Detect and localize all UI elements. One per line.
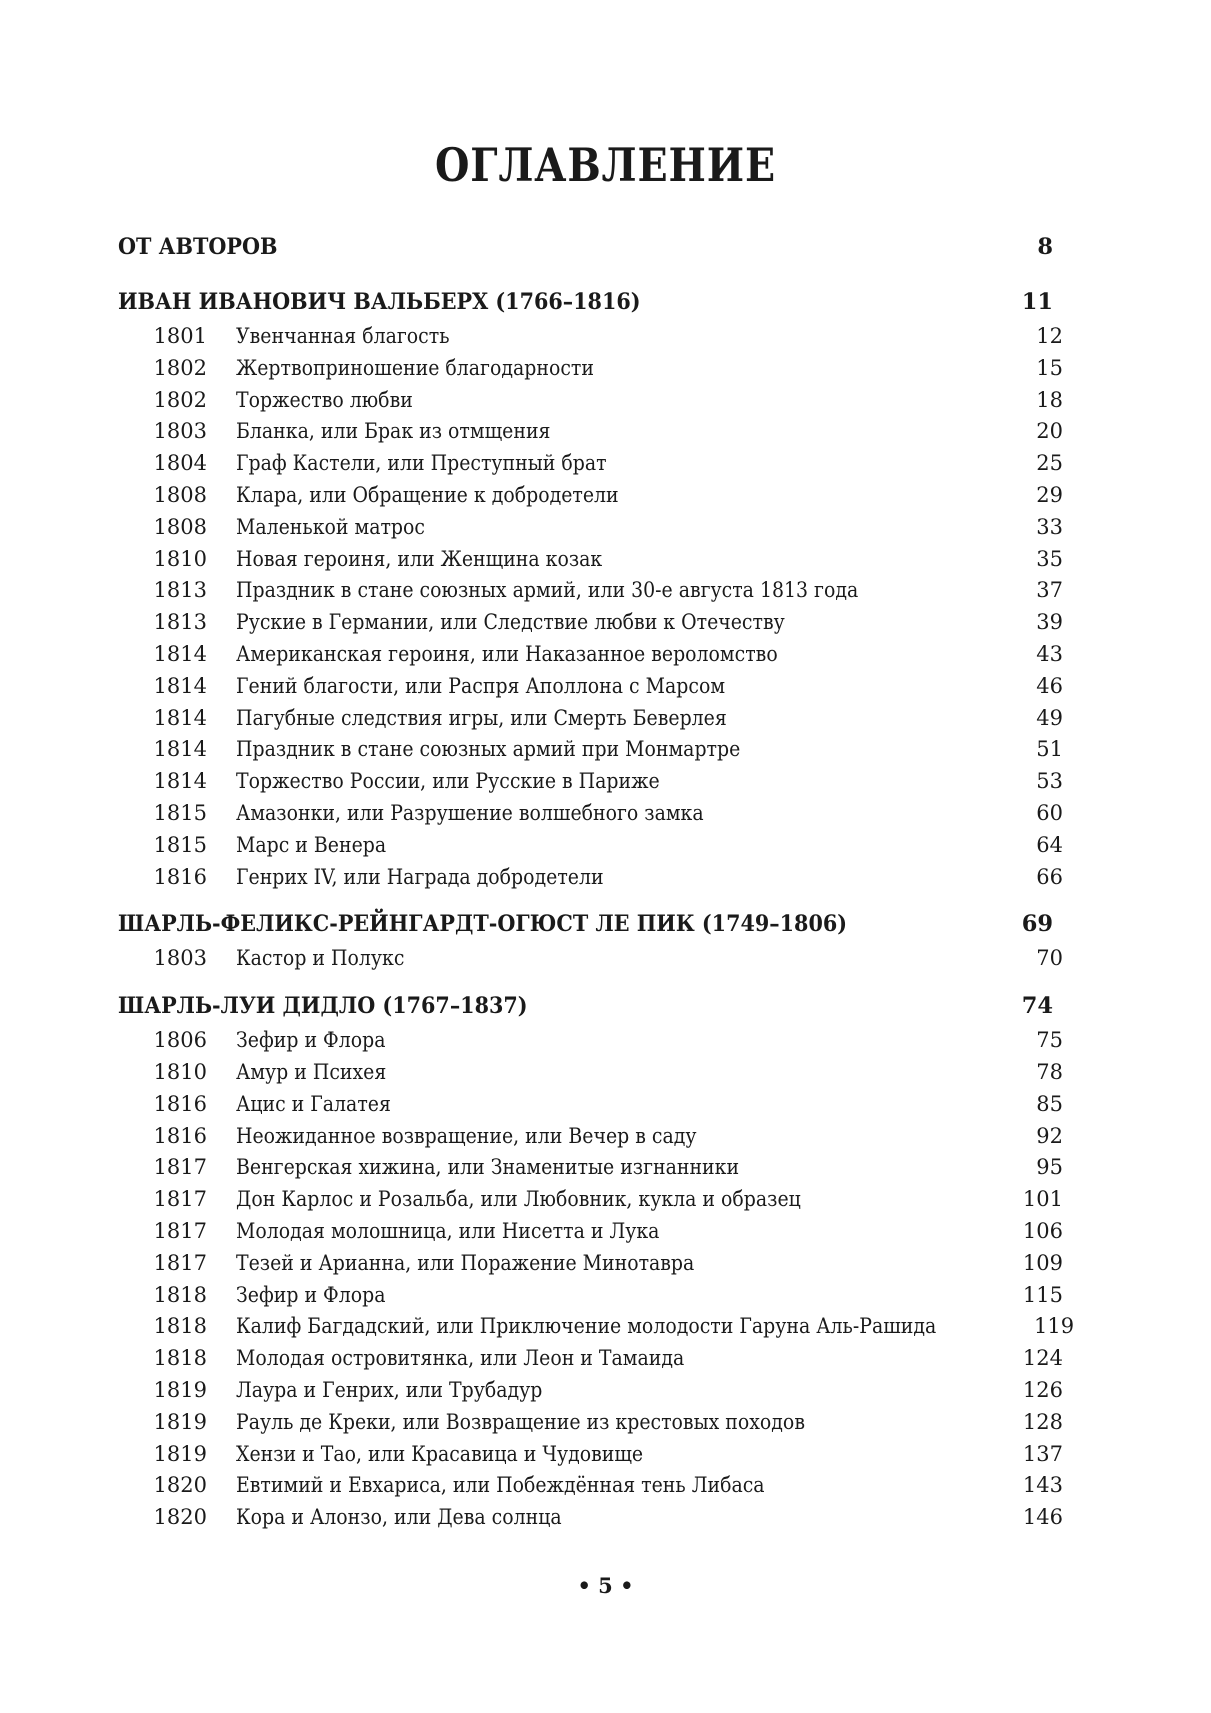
toc-entry	[118, 734, 1063, 766]
entry-year: 1819	[153, 1377, 207, 1402]
section-title: ШАРЛЬ-ЛУИ ДИДЛО (1767–1837)	[118, 993, 528, 1020]
toc-entry	[118, 448, 1063, 480]
entry-year: 1814	[153, 673, 207, 698]
entry-page-number: 25	[1036, 451, 1063, 476]
entry-year: 1816	[153, 1091, 207, 1116]
entry-title: Калиф Багдадский, или Приключение молодости Гаруна Аль-Рашида	[236, 1314, 937, 1339]
entry-title: Кастор и Полукс	[236, 946, 405, 971]
entry-year: 1808	[153, 514, 207, 539]
entry-page-number: 126	[1022, 1377, 1063, 1402]
entry-title: Торжество России, или Русские в Париже	[236, 769, 660, 794]
entry-title: Праздник в стане союзных армий при Монмартре	[236, 737, 741, 762]
entry-title: Евтимий и Евхариса, или Побеждённая тень Либаса	[236, 1473, 765, 1498]
entry-page-number: 78	[1036, 1059, 1063, 1084]
entry-page-number: 101	[1022, 1187, 1063, 1212]
entry-title: Маленькой матрос	[236, 514, 425, 539]
entry-page-number: 115	[1022, 1282, 1063, 1307]
entry-year: 1813	[153, 610, 207, 635]
entry-year: 1817	[153, 1187, 207, 1212]
toc-entry	[118, 1375, 1063, 1407]
entry-year: 1804	[153, 451, 207, 476]
toc-entry	[118, 943, 1063, 975]
toc-entry	[118, 830, 1063, 862]
entry-title: Пагубные следствия игры, или Смерть Беверлея	[236, 705, 727, 730]
entry-title: Молодая островитянка, или Леон и Тамаида	[236, 1346, 685, 1371]
entry-title: Ацис и Галатея	[236, 1091, 391, 1116]
entry-year: 1814	[153, 705, 207, 730]
toc-entry	[118, 639, 1063, 671]
entry-title: Амур и Психея	[236, 1059, 387, 1084]
toc-entry	[118, 1152, 1063, 1184]
entry-year: 1808	[153, 482, 207, 507]
entry-page-number: 70	[1036, 946, 1063, 971]
entry-title: Тезей и Арианна, или Поражение Минотавра	[236, 1250, 695, 1275]
toc-entry	[118, 703, 1063, 735]
toc-entry	[118, 1280, 1063, 1312]
entry-year: 1806	[153, 1028, 207, 1053]
entry-page-number: 92	[1036, 1123, 1063, 1148]
entry-page-number: 15	[1036, 355, 1063, 380]
entry-year: 1803	[153, 946, 207, 971]
toc-section-heading	[118, 909, 1063, 939]
toc-entry	[118, 1470, 1063, 1502]
entry-title: Рауль де Креки, или Возвращение из крестовых походов	[236, 1409, 805, 1434]
entry-title: Жертвоприношение благодарности	[236, 355, 594, 380]
toc-entry	[118, 385, 1063, 417]
entry-page-number: 106	[1022, 1218, 1063, 1243]
section-page-number: 69	[1021, 911, 1053, 938]
entry-page-number: 51	[1036, 737, 1063, 762]
toc-entry	[118, 671, 1063, 703]
entry-title: Новая героиня, или Женщина козак	[236, 546, 603, 571]
toc-entry	[118, 353, 1063, 385]
entry-title: Граф Кастели, или Преступный брат	[236, 451, 607, 476]
toc-entry	[118, 416, 1063, 448]
entry-year: 1810	[153, 546, 207, 571]
entry-page-number: 119	[1034, 1314, 1075, 1339]
entry-title: Неожиданное возвращение, или Вечер в саду	[236, 1123, 697, 1148]
toc-entry	[118, 1089, 1063, 1121]
entry-title: Увенчанная благость	[236, 324, 450, 348]
entry-page-number: 143	[1022, 1473, 1063, 1498]
entry-year: 1803	[153, 419, 207, 444]
entry-year: 1817	[153, 1218, 207, 1243]
section-page-number: 74	[1021, 993, 1053, 1020]
entry-title: Праздник в стане союзных армий, или 30-е августа 1813 года	[236, 578, 859, 603]
entry-year: 1814	[153, 641, 207, 666]
toc-entry	[118, 1025, 1063, 1057]
toc-entry	[118, 1216, 1063, 1248]
entry-title: Амазонки, или Разрушение волшебного замка	[236, 800, 704, 825]
entry-year: 1801	[153, 324, 207, 348]
entry-year: 1816	[153, 864, 207, 889]
toc-entry	[118, 1439, 1063, 1471]
entry-page-number: 35	[1036, 546, 1063, 571]
entry-page-number: 29	[1036, 482, 1063, 507]
section-title: ШАРЛЬ-ФЕЛИКС-РЕЙНГАРДТ-ОГЮСТ ЛЕ ПИК (1749–1806)	[118, 911, 848, 938]
entry-title: Бланка, или Брак из отмщения	[236, 419, 551, 444]
entry-year: 1818	[153, 1282, 207, 1307]
entry-title: Марс и Венера	[236, 832, 387, 857]
entry-page-number: 60	[1036, 800, 1063, 825]
toc-entry	[118, 766, 1063, 798]
entry-page-number: 18	[1036, 387, 1063, 412]
toc-entry	[118, 480, 1063, 512]
toc-entry	[118, 1057, 1063, 1089]
page-number: • 5 •	[577, 1573, 634, 1598]
toc-entry	[118, 1311, 1075, 1343]
entry-title: Торжество любви	[236, 387, 413, 412]
toc-entry	[118, 1407, 1063, 1439]
page-title: ОГЛАВЛЕНИЕ	[434, 138, 777, 192]
entry-year: 1815	[153, 800, 207, 825]
entry-page-number: 95	[1036, 1155, 1063, 1180]
entry-year: 1817	[153, 1155, 207, 1180]
entry-year: 1816	[153, 1123, 207, 1148]
entry-title: Гений благости, или Распря Аполлона с Марсом	[236, 673, 726, 698]
entry-page-number: 85	[1036, 1091, 1063, 1116]
entry-year: 1817	[153, 1250, 207, 1275]
toc-entry	[118, 798, 1063, 830]
entry-page-number: 124	[1022, 1346, 1063, 1371]
entry-year: 1818	[153, 1346, 207, 1371]
entry-page-number: 75	[1036, 1028, 1063, 1053]
entry-title: Генрих IV, или Награда добродетели	[236, 864, 604, 889]
entry-page-number: 64	[1036, 832, 1063, 857]
entry-year: 1820	[153, 1473, 207, 1498]
entry-year: 1815	[153, 832, 207, 857]
entry-title: Хензи и Тао, или Красавица и Чудовище	[236, 1441, 644, 1466]
section-page-number: 11	[1021, 289, 1053, 315]
toc-entry	[118, 1184, 1063, 1216]
toc-entry	[118, 1121, 1063, 1153]
entry-page-number: 33	[1036, 514, 1063, 539]
entry-title: Молодая молошница, или Нисетта и Лука	[236, 1218, 660, 1243]
entry-year: 1818	[153, 1314, 207, 1339]
toc-section-heading	[118, 232, 1063, 262]
entry-title: Кора и Алонзо, или Дева солнца	[236, 1505, 562, 1530]
section-title: ОТ АВТОРОВ	[118, 234, 278, 260]
entry-page-number: 137	[1022, 1441, 1063, 1466]
toc-entry	[118, 1248, 1063, 1280]
toc-entry	[118, 544, 1063, 576]
entry-year: 1814	[153, 769, 207, 794]
entry-page-number: 37	[1036, 578, 1063, 603]
entry-title: Зефир и Флора	[236, 1282, 386, 1307]
entry-year: 1814	[153, 737, 207, 762]
entry-title: Лаура и Генрих, или Трубадур	[236, 1377, 543, 1402]
toc-entry	[118, 607, 1063, 639]
entry-title: Руские в Германии, или Следствие любви к Отечеству	[236, 610, 785, 635]
toc-entry	[118, 1343, 1063, 1375]
entry-year: 1810	[153, 1059, 207, 1084]
entry-year: 1813	[153, 578, 207, 603]
entry-page-number: 43	[1036, 641, 1063, 666]
entry-year: 1819	[153, 1409, 207, 1434]
entry-page-number: 49	[1036, 705, 1063, 730]
entry-page-number: 66	[1036, 864, 1063, 889]
toc-entry	[118, 862, 1063, 894]
entry-title: Венгерская хижина, или Знаменитые изгнанники	[236, 1155, 740, 1180]
toc-entry	[118, 321, 1063, 353]
entry-year: 1820	[153, 1505, 207, 1530]
table-of-contents	[118, 232, 1075, 1534]
entry-page-number: 39	[1036, 610, 1063, 635]
toc-entry	[118, 1502, 1063, 1534]
entry-page-number: 109	[1022, 1250, 1063, 1275]
entry-page-number: 46	[1036, 673, 1063, 698]
section-title: ИВАН ИВАНОВИЧ ВАЛЬБЕРХ (1766–1816)	[118, 289, 641, 315]
entry-page-number: 12	[1036, 324, 1063, 348]
toc-section-heading	[118, 287, 1063, 317]
entry-year: 1802	[153, 387, 207, 412]
entry-title: Клара, или Обращение к добродетели	[236, 482, 619, 507]
entry-year: 1802	[153, 355, 207, 380]
entry-title: Американская героиня, или Наказанное вероломство	[236, 641, 778, 666]
entry-page-number: 146	[1022, 1505, 1063, 1530]
entry-page-number: 53	[1036, 769, 1063, 794]
entry-title: Дон Карлос и Розальба, или Любовник, кукла и образец	[236, 1187, 801, 1212]
toc-entry	[118, 575, 1063, 607]
entry-title: Зефир и Флора	[236, 1028, 386, 1053]
entry-year: 1819	[153, 1441, 207, 1466]
section-page-number: 8	[1037, 234, 1053, 260]
toc-entry	[118, 512, 1063, 544]
entry-page-number: 20	[1036, 419, 1063, 444]
entry-page-number: 128	[1022, 1409, 1063, 1434]
toc-section-heading	[118, 991, 1063, 1021]
